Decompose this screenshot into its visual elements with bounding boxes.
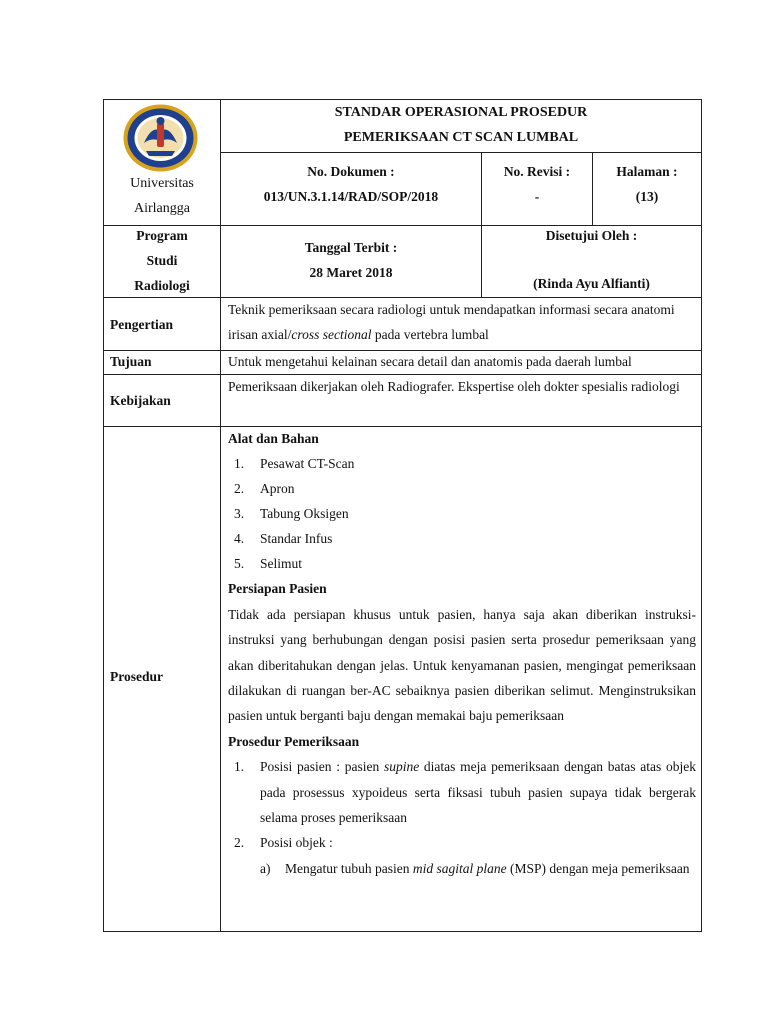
approved-label: Disetujui Oleh : xyxy=(545,228,638,243)
document-title: STANDAR OPERASIONAL PROSEDUR PEMERIKSAAN CT SCAN LUMBAL xyxy=(334,105,588,145)
list-item: 3. Tabung Oksigen xyxy=(234,506,349,522)
page-number: Halaman : (13) xyxy=(616,164,678,204)
divider xyxy=(220,152,701,153)
list-item: 2. Apron xyxy=(234,481,295,497)
approver-name: (Rinda Ayu Alfianti) xyxy=(533,276,650,291)
pengertian-label: Pengertian xyxy=(110,317,173,332)
kebijakan-label: Kebijakan xyxy=(110,393,171,408)
step-2a: a) Mengatur tubuh pasien mid sagital plane (MSP) dengan meja pemeriksaan xyxy=(260,860,690,876)
kebijakan-text: Pemeriksaan dikerjakan oleh Radiografer. Ekspertise oleh dokter spesialis radiologi xyxy=(228,379,680,394)
prosedur-content xyxy=(228,426,696,881)
revision-number: No. Revisi : - xyxy=(503,164,571,204)
alat-list xyxy=(228,451,696,576)
step-2: 2. Posisi objek : xyxy=(234,835,333,851)
pengertian-text: Teknik pemeriksaan secara radiologi untuk mendapatkan informasi secara anatomi irisan axial/cross sectional pada vertebra lumbal xyxy=(228,302,675,342)
issue-date: Tanggal Terbit : 28 Maret 2018 xyxy=(304,240,398,280)
study-program: Program Studi Radiologi xyxy=(134,228,190,293)
step-1: 1. Posisi pasien : pasien supine diatas meja pemeriksaan dengan batas atas objek pada prosessus xypoideus serta fiksasi tubuh pasien supaya tidak bergerak selama proses pemeriksaan xyxy=(234,759,696,826)
document-number: No. Dokumen : 013/UN.3.1.14/RAD/SOP/2018 xyxy=(263,164,439,204)
alat-heading: Alat dan Bahan xyxy=(228,431,319,446)
persiapan-heading: Persiapan Pasien xyxy=(228,581,327,597)
persiapan-text: Tidak ada persiapan khusus untuk pasien, hanya saja akan diberikan instruksi-instruksi yang berhubungan dengan posisi pasien serta prosedur pemeriksaan yang akan diberitahukan dengan jelas. Untuk kenyamanan pasien, mengingat pemeriksaan dilakukan di ruangan ber-AC sebaiknya pasien diberikan selimut. Menginstruksikan pasien untuk berganti baju dengan memakai baju pemeriksaan xyxy=(228,606,696,724)
institution-name: Universitas Airlangga xyxy=(130,176,194,216)
pemeriksaan-heading: Prosedur Pemeriksaan xyxy=(228,733,360,749)
list-item: 1. Pesawat CT-Scan xyxy=(234,456,355,472)
prosedur-label: Prosedur xyxy=(110,669,163,684)
list-item: 4. Standar Infus xyxy=(234,531,333,547)
tujuan-text: Untuk mengetahui kelainan secara detail dan anatomis pada daerah lumbal xyxy=(228,354,632,369)
universitas-airlangga-seal-icon xyxy=(122,103,199,173)
sop-document xyxy=(103,99,702,932)
approval-block xyxy=(482,223,701,297)
tujuan-label: Tujuan xyxy=(110,354,152,369)
list-item: 5. Selimut xyxy=(234,556,303,572)
